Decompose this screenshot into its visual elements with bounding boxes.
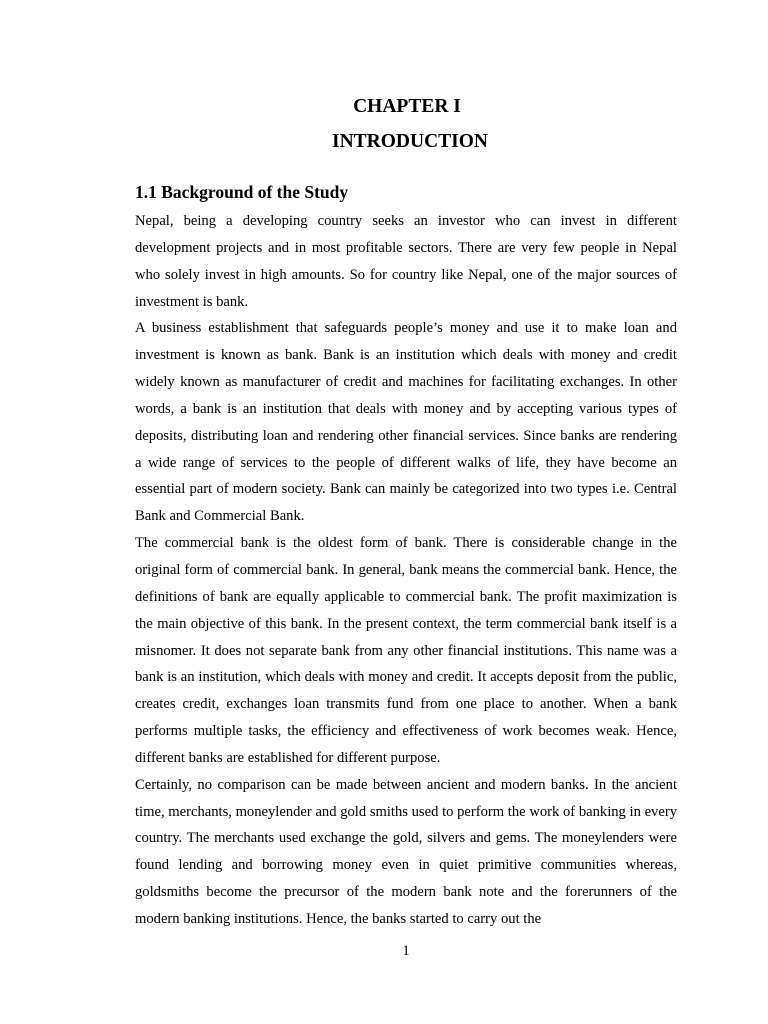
paragraph: Certainly, no comparison can be made between ancient and modern banks. In the ancient time, merchants, moneylender and gold smiths used to perform the work of banking in every country. The merchants used exchange the gold, silvers and gems. The moneylenders were found lending and borrowing money even in quiet primitive communities whereas, goldsmiths become the precursor of the modern bank note and the forerunners of the modern banking institutions. Hence, the banks started to carry out the: [135, 776, 677, 927]
paragraph: The commercial bank is the oldest form of bank. There is considerable change in the original form of commercial bank. In general, bank means the commercial bank. Hence, the definitions of bank are equally applicable to commercial bank. The profit maximization is the main objective of this bank. In the present context, the term commercial bank itself is a misnomer. It does not separate bank from any other financial institutions. This name was a bank is an institution, which deals with money and credit. It accepts deposit from the public, creates credit, exchanges loan transmits fund from one place to another. When a bank performs multiple tasks, the efficiency and effectiveness of work becomes weak. Hence, different banks are established for different purpose.: [135, 535, 677, 766]
page-number: 1: [402, 943, 410, 959]
chapter-title: INTRODUCTION: [331, 131, 489, 152]
chapter-number: CHAPTER I: [353, 96, 461, 117]
paragraph: Nepal, being a developing country seeks an investor who can invest in different development projects and in most profitable sectors. There are very few people in Nepal who solely invest in high amounts. So for country like Nepal, one of the major sources of investment is bank.: [135, 213, 677, 310]
section-heading: 1.1 Background of the Study: [135, 182, 349, 202]
body-text: [135, 208, 677, 933]
paragraph: A business establishment that safeguards people’s money and use it to make loan and investment is known as bank. Bank is an institution which deals with money and credit widely known as manufacturer of credit and machines for facilitating exchanges. In other words, a bank is an institution that deals with money and by accepting various types of deposits, distributing loan and rendering other financial services. Since banks are rendering a wide range of services to the people of different walks of life, they have become an essential part of modern society. Bank can mainly be categorized into two types i.e. Central Bank and Commercial Bank.: [135, 320, 677, 525]
